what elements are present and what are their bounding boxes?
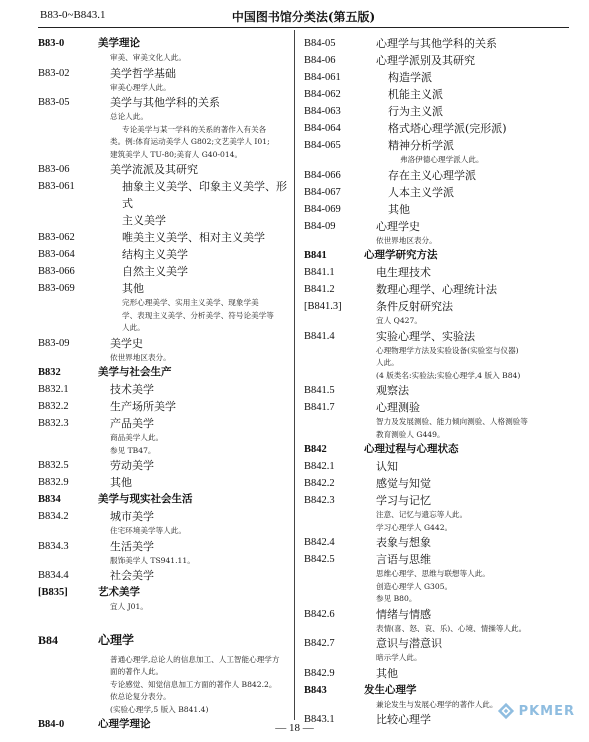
class-label: 心理测验 [376,401,420,414]
scope-note: 思维心理学、思维与联想等人此。 [376,569,490,578]
class-code: B842.5 [304,554,335,565]
class-entry [304,606,574,623]
scope-note: 心理物理学方法及实验设备(实验室与仪器) [376,345,519,355]
class-label: 生产场所美学 [110,400,176,413]
class-label: 表象与想象 [376,536,431,549]
scope-note: 人此。 [122,323,145,332]
class-label: 主义美学 [122,214,166,227]
class-entry [304,35,574,52]
page-number: — 18 — [275,722,314,734]
class-label: 机能主义派 [388,88,443,101]
class-entry [38,212,290,229]
scope-note: 审美、审美文化人此。 [110,53,186,62]
class-entry [38,508,290,525]
scope-note: 审美心理学人此。 [110,82,171,92]
class-entry [304,492,574,509]
class-label: 认知 [376,460,398,473]
class-code: B84-062 [304,89,341,100]
class-entry [304,137,574,154]
class-entry [304,167,574,184]
class-code: B841.7 [304,402,335,413]
class-entry [304,399,574,416]
class-code: B84-09 [304,220,336,232]
class-label: 精神分析学派 [388,139,454,152]
class-entry [38,263,290,280]
scope-note: 人此。 [376,358,399,367]
class-entry [304,682,574,699]
class-entry [304,184,574,201]
scope-note: 学习心理学人 G442。 [376,522,453,532]
class-label: 人本主义学派 [388,185,454,199]
class-code: B834.3 [38,540,69,552]
scope-note: 参见 TB47。 [110,445,156,455]
scope-note: 专论感觉、知觉信息加工方面的著作人 B842.2。 [110,679,277,689]
scope-note: 学、表现主义美学、分析美学、符号论美学等 [122,310,274,320]
class-code: [B835] [38,587,68,598]
left-column [38,35,290,733]
class-entry [304,298,574,315]
class-code: B842.7 [304,638,335,649]
class-code: B84-069 [304,203,341,215]
header-code-range: B83-0~B843.1 [40,9,106,21]
class-label: 感觉与知觉 [376,477,431,490]
class-label: 艺术美学 [98,586,140,598]
scope-note: 总论人此。 [110,112,148,121]
scope-note: 暗示学人此。 [376,653,422,662]
class-label: 社会美学 [110,569,154,582]
class-entry [304,120,574,137]
class-entry [38,335,290,352]
class-code: B841 [304,250,327,261]
class-code: B84-06 [304,55,336,66]
class-label: 自然主义美学 [122,265,188,278]
class-entry [38,161,290,178]
class-label: 心理学研究方法 [364,249,438,261]
class-entry [304,475,574,492]
pkmer-logo-icon [497,702,515,720]
right-column [304,35,574,728]
class-code: B832.9 [38,477,69,488]
class-entry [304,551,574,568]
scope-note: 创造心理学人 G305。 [376,581,453,591]
class-code: B834.2 [38,511,69,522]
class-label: 比较心理学 [376,713,431,726]
class-entry [38,94,290,111]
class-label: 观察法 [376,384,409,397]
class-label: 心理学派别及其研究 [376,54,475,67]
scope-note: 依总论复分表分。 [110,692,171,701]
class-label: 其他 [376,666,398,680]
class-code: B842.6 [304,608,335,620]
class-label: 美学哲学基础 [110,66,176,80]
class-entry [38,630,290,650]
class-entry [38,280,290,297]
class-code: B832 [38,367,61,378]
scope-note: 宜人 Q427。 [376,316,422,325]
class-label: 情绪与情感 [376,607,431,621]
class-code: B834.4 [38,570,69,581]
scope-note: 面的著作人此。 [110,667,164,676]
class-entry [38,491,290,508]
class-code: B843 [304,684,327,696]
class-code: B83-064 [38,249,75,260]
class-entry [38,415,290,432]
class-label: 结构主义美学 [122,248,188,261]
class-code: B842.1 [304,461,335,472]
class-entry [304,264,574,281]
scope-note: 服饰美学人 TS941.11。 [110,555,195,565]
class-entry [38,584,290,601]
scope-note: 依世界地区表分。 [376,235,437,245]
header-title: 中国图书馆分类法(第五版) [231,10,376,24]
class-label: 美学与其他学科的关系 [110,96,220,109]
class-label: 心理学史 [376,219,420,233]
watermark [497,702,575,720]
class-label: 言语与思维 [376,553,431,566]
scope-note: 智力及发展测验、能力倾向测验、人格测验等 [376,417,528,426]
class-code: B841.1 [304,267,335,278]
scope-note: 依世界地区表分。 [110,352,171,362]
class-entry [304,635,574,652]
class-entry [304,247,574,264]
class-label: 美学与社会生产 [98,366,172,378]
class-label: 发生心理学 [364,683,417,696]
class-label: 电生理技术 [376,266,431,279]
class-label: 其他 [110,476,132,489]
class-label: 技术美学 [110,383,154,396]
class-code: [B841.3] [304,301,342,312]
class-code: B83-06 [38,164,70,175]
class-label: 美学与现实社会生活 [98,493,193,505]
class-entry [38,364,290,381]
class-entry [304,86,574,103]
class-code: B834 [38,494,61,505]
class-label: 美学理论 [98,37,140,49]
class-entry [304,201,574,218]
class-code: B841.2 [304,284,335,295]
class-code: B841.4 [304,330,335,342]
class-label: 实验心理学、实验法 [376,329,475,343]
class-entry [38,381,290,398]
class-label: 抽象主义美学、印象主义美学、形式 [122,180,287,210]
class-code: B843.1 [304,714,335,725]
scope-note: 类。例:体育运动美学人 G802;文艺美学人 I01; [110,137,270,146]
class-code: B832.2 [38,401,69,412]
scope-note: 注意、记忆与遗忘等人此。 [376,510,468,519]
class-entry [38,398,290,415]
class-entry [38,457,290,474]
class-label: 条件反射研究法 [376,300,453,313]
class-label: 意识与潜意识 [376,637,442,650]
class-entry [304,665,574,682]
class-code: B83-05 [38,97,70,108]
class-code: B83-02 [38,67,70,79]
class-code: B84-05 [304,38,336,49]
page-header [38,6,569,28]
class-code: B84-061 [304,72,341,83]
class-label: 劳动美学 [110,459,154,472]
class-entry [304,103,574,120]
class-label: 心理学理论 [98,718,151,730]
scope-note: 教育测验人 G449。 [376,429,445,439]
class-code: B83-069 [38,283,75,294]
class-label: 存在主义心理学派 [388,168,476,182]
class-code: B84-067 [304,186,341,198]
class-entry [304,458,574,475]
class-entry [38,35,290,52]
class-label: 其他 [122,282,144,295]
class-label: 心理过程与心理状态 [364,443,459,455]
class-entry [304,218,574,235]
class-label: 行为主义派 [388,105,443,118]
scope-note: (4 版类名:实验法;实验心理学,4 版入 B84) [376,370,521,380]
class-label: 心理学 [98,632,135,647]
column-divider [294,30,295,720]
class-entry [304,328,574,345]
class-label: 生活美学 [110,539,154,553]
class-entry [38,65,290,82]
class-code: B842.2 [304,478,335,489]
class-label: 唯美主义美学、相对主义美学 [122,231,265,244]
class-code: B84-066 [304,169,341,181]
scope-note: 宜人 J01。 [110,602,148,611]
class-code: B832.3 [38,418,69,429]
class-label: 城市美学 [110,510,154,523]
class-label: 美学流派及其研究 [110,163,198,176]
class-code: B84-063 [304,106,341,117]
class-entry [304,281,574,298]
class-entry [304,441,574,458]
class-code: B83-066 [38,266,75,277]
class-entry [38,178,290,212]
class-entry [304,69,574,86]
class-entry [304,382,574,399]
class-code: B832.1 [38,384,69,395]
class-label: 心理学与其他学科的关系 [376,37,497,50]
class-label: 数理心理学、心理统计法 [376,283,497,296]
scope-note: 表情(喜、怒、哀、乐)、心境、情操等人此。 [376,623,527,633]
class-code: B83-0 [38,38,65,49]
class-code: B842.4 [304,537,335,548]
class-code: B83-09 [38,337,70,349]
class-code: B842.9 [304,667,335,679]
scope-note: 住宅环境美学等人此。 [110,526,186,535]
class-code: B83-061 [38,181,75,192]
class-code: B84-064 [304,123,341,134]
class-entry [38,229,290,246]
scope-note: 弗洛伊德心理学派人此。 [400,155,484,164]
class-code: B83-062 [38,232,75,243]
class-code: B84-0 [38,719,65,730]
watermark-text: PKMER [518,703,575,719]
scope-note: 完形心理美学、实用主义美学、现象学美 [122,298,259,307]
scope-note: 兼论发生与发展心理学的著作人此。 [376,699,498,709]
class-entry [304,52,574,69]
scope-note: (实验心理学,5 版入 B841.4) [110,704,209,714]
class-entry [38,246,290,263]
class-entry [38,567,290,584]
class-code: B832.5 [38,460,69,471]
class-label: 产品美学 [110,417,154,430]
class-code: B84 [38,632,59,647]
scope-note: 商品美学人此。 [110,433,164,442]
class-code: B841.5 [304,385,335,396]
scope-note: 普通心理学,总论人的信息加工、人工智能心理学方 [110,654,280,664]
class-label: 格式塔心理学派(完形派) [388,122,507,135]
class-label: 构造学派 [388,71,432,84]
class-label: 其他 [388,202,410,216]
class-entry [304,534,574,551]
scope-note: 参见 B80。 [376,594,417,603]
class-code: B842 [304,444,327,455]
scope-note: 建筑美学人 TU-80;美育人 G40-014。 [110,149,243,159]
class-code: B842.3 [304,495,335,506]
class-label: 美学史 [110,336,143,350]
class-label: 学习与记忆 [376,494,431,507]
class-entry [38,474,290,491]
class-code: B84-065 [304,140,341,151]
class-entry [38,538,290,555]
scope-note: 专论美学与某一学科的关系的著作入有关各 [122,124,267,134]
